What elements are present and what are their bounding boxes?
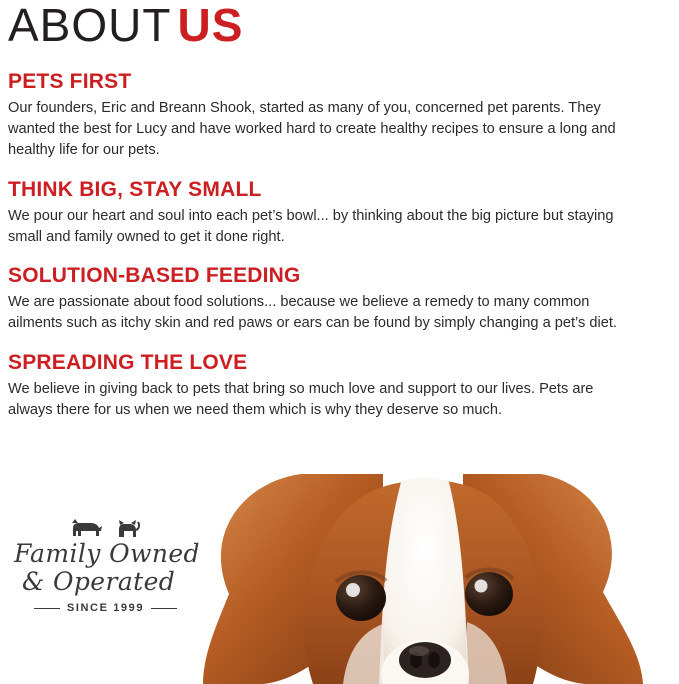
section-body: We believe in giving back to pets that bring so much love and support to our lives. Pets are always there for us when we need them which is why they deserve so much.	[8, 380, 594, 418]
badge-script-text	[8, 540, 203, 596]
badge-rule-left	[34, 608, 60, 609]
puppy-photo	[133, 474, 679, 684]
family-owned-badge	[8, 516, 203, 614]
section-heading: SOLUTION-BASED FEEDING	[8, 264, 301, 288]
cat-silhouette-icon	[115, 518, 141, 538]
badge-rule-right	[151, 608, 177, 609]
section-think-big-stay-small	[8, 178, 669, 248]
section-heading: THINK BIG, STAY SMALL	[8, 177, 262, 201]
page-title-primary: ABOUT	[8, 0, 172, 51]
bottom-artwork	[0, 474, 679, 684]
section-spreading-the-love	[8, 351, 669, 421]
section-heading: SPREADING THE LOVE	[8, 350, 248, 374]
badge-line-2: & Operated	[22, 567, 176, 596]
section-pets-first	[8, 70, 669, 162]
section-heading: PETS FIRST	[8, 70, 132, 93]
badge-pets-silhouettes	[8, 516, 203, 538]
page-title-accent: US	[177, 0, 244, 51]
page-title	[8, 0, 669, 51]
dog-silhouette-icon	[71, 518, 105, 538]
section-body: Our founders, Eric and Breann Shook, started as many of you, concerned pet parents. They wanted the best for Lucy and have worked hard to create healthy recipes to ensure a long and healthy life for our pets.	[8, 100, 616, 159]
section-body: We are passionate about food solutions... because we believe a remedy to many common ailments such as itchy skin and red paws or ears can be found by simply changing a pet’s diet.	[8, 294, 617, 332]
badge-since	[8, 602, 203, 614]
badge-since-label: SINCE 1999	[66, 602, 145, 614]
badge-line-1: Family Owned	[14, 539, 200, 568]
section-body: We pour our heart and soul into each pet’s bowl... by thinking about the big picture but staying small and family owned to get it done right.	[8, 207, 614, 245]
section-solution-based-feeding	[8, 264, 669, 334]
